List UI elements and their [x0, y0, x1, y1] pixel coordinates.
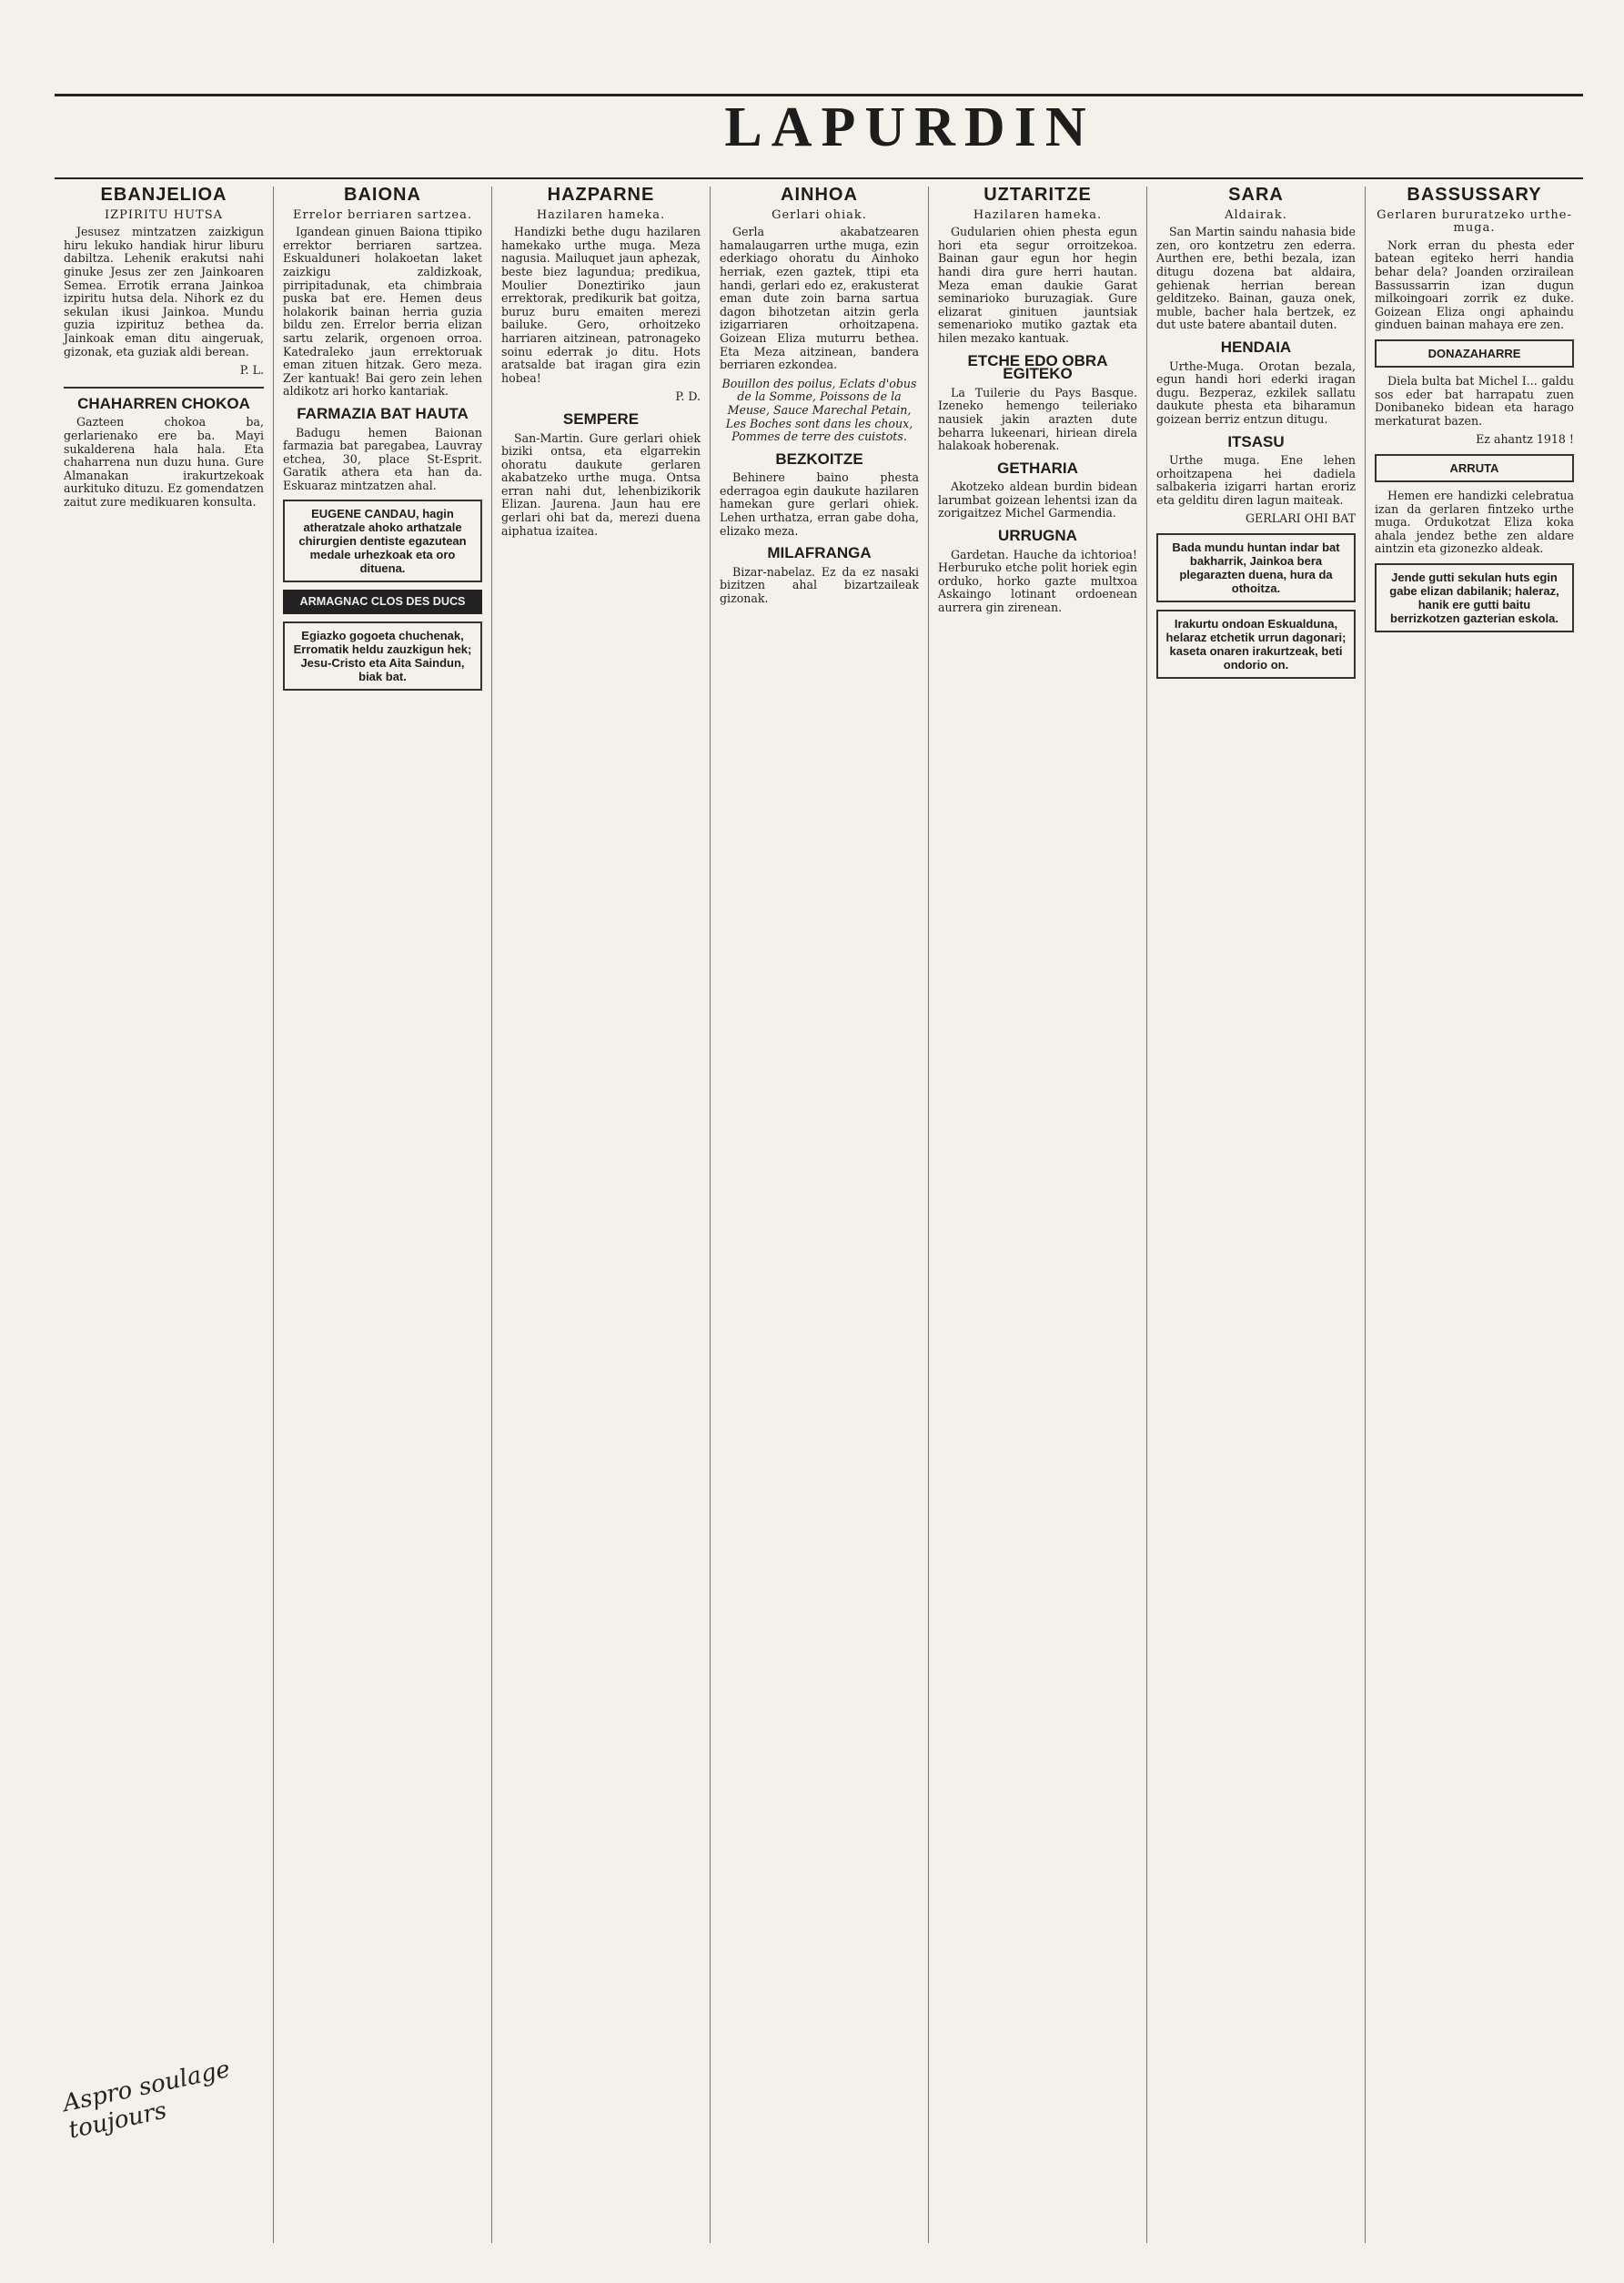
section-title: ITSASU — [1227, 432, 1285, 450]
author: P. D. — [675, 389, 701, 404]
masthead-title: LAPURDIN — [724, 96, 1095, 158]
section-title: SEMPERE — [562, 409, 640, 428]
divider — [64, 387, 264, 389]
section-title: HENDAIA — [1220, 338, 1292, 356]
article-body: Badugu hemen Baionan farmazia bat paregabea, Lauvray etchea, 30, place St-Esprit. Garatik athera eta han da. Eskuaraz mintzatzen ahal. — [283, 425, 482, 492]
section-box — [1375, 454, 1574, 482]
section-box — [1375, 339, 1574, 368]
article-body: Hemen ere handizki celebratua izan da gerlaren fintzeko urthe muga. Ordukotzat Eliza koka ahala jendez bethe zen aldare aintzin eta gizonezko aldeak. — [1375, 488, 1574, 556]
column-baiona — [273, 187, 491, 2243]
column-hazparne — [491, 187, 710, 2243]
section-title: AINHOA — [781, 187, 858, 205]
author: P. L. — [239, 363, 264, 378]
section-subtitle: Gerlaren bururatzeko urthe-muga. — [1377, 207, 1572, 236]
column-sara — [1146, 187, 1365, 2243]
section-title: CHAHARREN CHOKOA — [77, 394, 250, 412]
section-title: FARMAZIA BAT HAUTA — [297, 404, 469, 422]
article-body: Diela bulta bat Michel I... galdu sos eder bat harrapatu zuen Donibaneko bidean eta harago merkaturat bazen. — [1375, 373, 1574, 428]
article-body: Gazteen chokoa ba, gerlarienako ere ba. Mayi sukalderena hala hala. Eta chaharrena nun duzu huna. Gure Almanakan irakurtzekoak aurkituko dituzu. Ez gomendatzen zaitut zure medikuaren konsulta. — [64, 415, 264, 509]
article-body: San Martin saindu nahasia bide zen, oro kontzetru zen ederra. Aurthen ere, bethi bezala, izan ditugu dozena bat aldaira, gehienak herrian berean gelditzeko. Bainan, gauza onek, muble, bacher hala bertzek, ez dut uste batere abantail duten. — [1156, 225, 1356, 332]
article-body: San-Martin. Gure gerlari ohiek biziki ontsa, eta elgarrekin ohoratu daukute gerlaren akabatzeko urthe muga. Ontsa erran nahi dut, lehenbizikorik Elizan. Jaurena. Jaun hau ere gerlari ohi bat da, merezi duena aiphatua izaitea. — [501, 430, 701, 538]
section-title: UZTARITZE — [983, 187, 1092, 205]
article-body: Gerla akabatzearen hamalaugarren urthe muga, ezin ederkiago ohoratu du Ainhoko herriak, ezen gaztek, ttipi eta handi, gerlari edo ez, erakusterat eman dute zoin barna sartua dagon bihotzetan aitzin gerla izigarriaren orhoitzapena. Goizean Eliza muturru bethea. Eta Meza aitzinean, bandera berriaren ezkondea. — [720, 225, 919, 372]
article-body: Urthe muga. Ene lehen orhoitzapena hei dadiela salbakeria izigarri hartan eroriz eta gelditu diren lagun maiteak. — [1156, 453, 1356, 507]
section-subtitle: Gerlari ohiak. — [772, 207, 867, 222]
newspaper-page — [55, 86, 1583, 2252]
section-title: BAIONA — [344, 187, 421, 205]
article-body: Gudularien ohien phesta egun hori eta segur orroitzekoa. Bainan gaur egun hor hegin handi dira gure herri hautan. Meza eman daukie Garat seminarioko buruzagiak. Gure elizarat ginituen jauntsiak semenarioko mutiko gaztak eta hilen mezako kantuak. — [938, 225, 1137, 345]
advertisement-banner: ARMAGNAC CLOS DES DUCS — [283, 590, 482, 614]
article-body: Akotzeko aldean burdin bidean larumbat goizean lehentsi izan da zorigaitzez Michel Garmendia. — [938, 480, 1137, 520]
article-body: Handizki bethe dugu hazilaren hamekako urthe muga. Meza nagusia. Mailuquet jaun aphezak, beste biez lagundua; predikua, Moulier Doneztiriko jaun errektorak, predikurik bat goitza, buruz buru emaiten merezi bailuke. Gero, orhoitzeko harriaren aitzinean, patronageko soinu ederrak jo ditu. Hots aratsalde bat iragan gira ezin hobea! — [501, 225, 701, 385]
notice-box: Bada mundu huntan indar bat bakharrik, Jainkoa bera plegarazten duena, hura da othoitza. — [1156, 533, 1356, 602]
column-ainhoa — [710, 187, 928, 2243]
section-title: SARA — [1228, 187, 1284, 205]
handwritten-note: Aspro soulage toujours — [60, 2056, 233, 2145]
section-title: GETHARIA — [997, 459, 1078, 477]
section-subtitle: Errelor berriaren sartzea. — [293, 207, 472, 222]
advertisement: Egiazko gogoeta chuchenak, Erromatik heldu zauzkigun hek; Jesu-Cristo eta Aita Saindun, biak bat. — [283, 621, 482, 691]
section-subtitle: IZPIRITU HUTSA — [105, 207, 223, 222]
article-body: Igandean ginuen Baiona ttipiko errektor berriaren sartzea. Eskualduneri holakoetan laket zaizkigu zaldizkoak, pirripitadunak, eta chimbraia puska bat ere. Hemen deus holakorik bainan herria guzia bildu zen. Errelor berria elizan sartu zelarik, orgenoen orroa. Katedraleko jaun errektoruak eman zituen hitzak. Gero meza. Zer kantuak! Bai gero zein lehen aldikotz ari horko kantariak. — [283, 225, 482, 399]
section-subtitle: Aldairak. — [1225, 207, 1287, 222]
section-title: BEZKOITZE — [775, 450, 863, 468]
notice-box: Irakurtu ondoan Eskualduna, helaraz etchetik urrun dagonari; kaseta onaren irakurtzeak, beti ondorio on. — [1156, 610, 1356, 679]
section-title: BASSUSSARY — [1407, 187, 1542, 205]
column-uztaritze — [928, 187, 1146, 2243]
section-subtitle: Hazilaren hameka. — [536, 207, 666, 222]
notice-box: Jende gutti sekulan huts egin gabe elizan dabilanik; haleraz, hanik ere gutti baitu berrizkotzen gazterian eskola. — [1375, 563, 1574, 632]
section-title: ETCHE EDO OBRA EGITEKO — [967, 351, 1108, 383]
section-title: URRUGNA — [998, 527, 1077, 545]
column-ebanjelioa — [55, 187, 273, 2243]
article-body: Nork erran du phesta eder batean egiteko herri handia behar dela? Joanden orzirailean Bassussarrin izan dugun milkoingoari zorrik ez duke. Goizean Eliza ongi aphaindu ginduen bainan mahaya ere zen. — [1375, 237, 1574, 332]
article-body: Bizar-nabelaz. Ez da ez nasaki bizitzen ahal bizartzaileak gizonak. — [720, 564, 919, 606]
article-body: Gardetan. Hauche da ichtorioa! Herburuko etche polit horiek egin orduko, horko gazte multxoa Askaingo lotinant ordoenean aurrera gin zirenean. — [938, 547, 1137, 615]
section-title: HAZPARNE — [547, 187, 655, 205]
section-title: MILAFRANGA — [767, 544, 872, 562]
column-bassussary — [1365, 187, 1583, 2243]
article-body: Behinere baino phesta ederragoa egin daukute hazilaren hamekan gure gerlari ohiek. Lehen urthatza, erran gabe doha, elizako meza. — [720, 470, 919, 538]
date: Ez ahantz 1918 ! — [1476, 432, 1574, 447]
author: GERLARI OHI BAT — [1246, 511, 1356, 526]
article-body: La Tuilerie du Pays Basque. Izeneko hemengo teileriako nausiek jakin arazten dute beharra lukeenari, hiriean direla halakoak hoberenak. — [938, 385, 1137, 453]
masthead-rule — [55, 177, 1583, 179]
section-title: ARRUTA — [1449, 460, 1499, 475]
advertisement: EUGENE CANDAU, hagin atheratzale ahoko arthatzale chirurgien dentiste egazutean medale urhezkoak eta oro dituena. — [283, 500, 482, 582]
section-subtitle: Hazilaren hameka. — [973, 207, 1103, 222]
article-body: Jesusez mintzatzen zaizkigun hiru lekuko handiak hirur liburu dabiltza. Lehenik erakutsi nahi ginuke Jesus zer zen Jainkoaren Semea. Errotik errana Jainkoa izpiritu hutsa dela. Nihork ez du sekulan ikusi Jainkoa. Mundu guzia izpirituz bethea da. Jainkoak eman ditu aingeruak, gizonak, eta guziak aldi berean. — [64, 225, 264, 359]
section-title: EBANJELIOA — [100, 187, 227, 205]
poem: Bouillon des poilus, Eclats d'obus de la Somme, Poissons de la Meuse, Sauce Marechal Petain, Les Boches sont dans les choux, Pommes de terre des cuistots. — [721, 376, 917, 444]
article-body: Urthe-Muga. Orotan bezala, egun handi hori ederki iragan dugu. Bezperaz, ezkilek sallatu daukute phesta eta biharamun goizean berriz entzun ditugu. — [1156, 359, 1356, 426]
section-title: DONAZAHARRE — [1427, 346, 1521, 360]
